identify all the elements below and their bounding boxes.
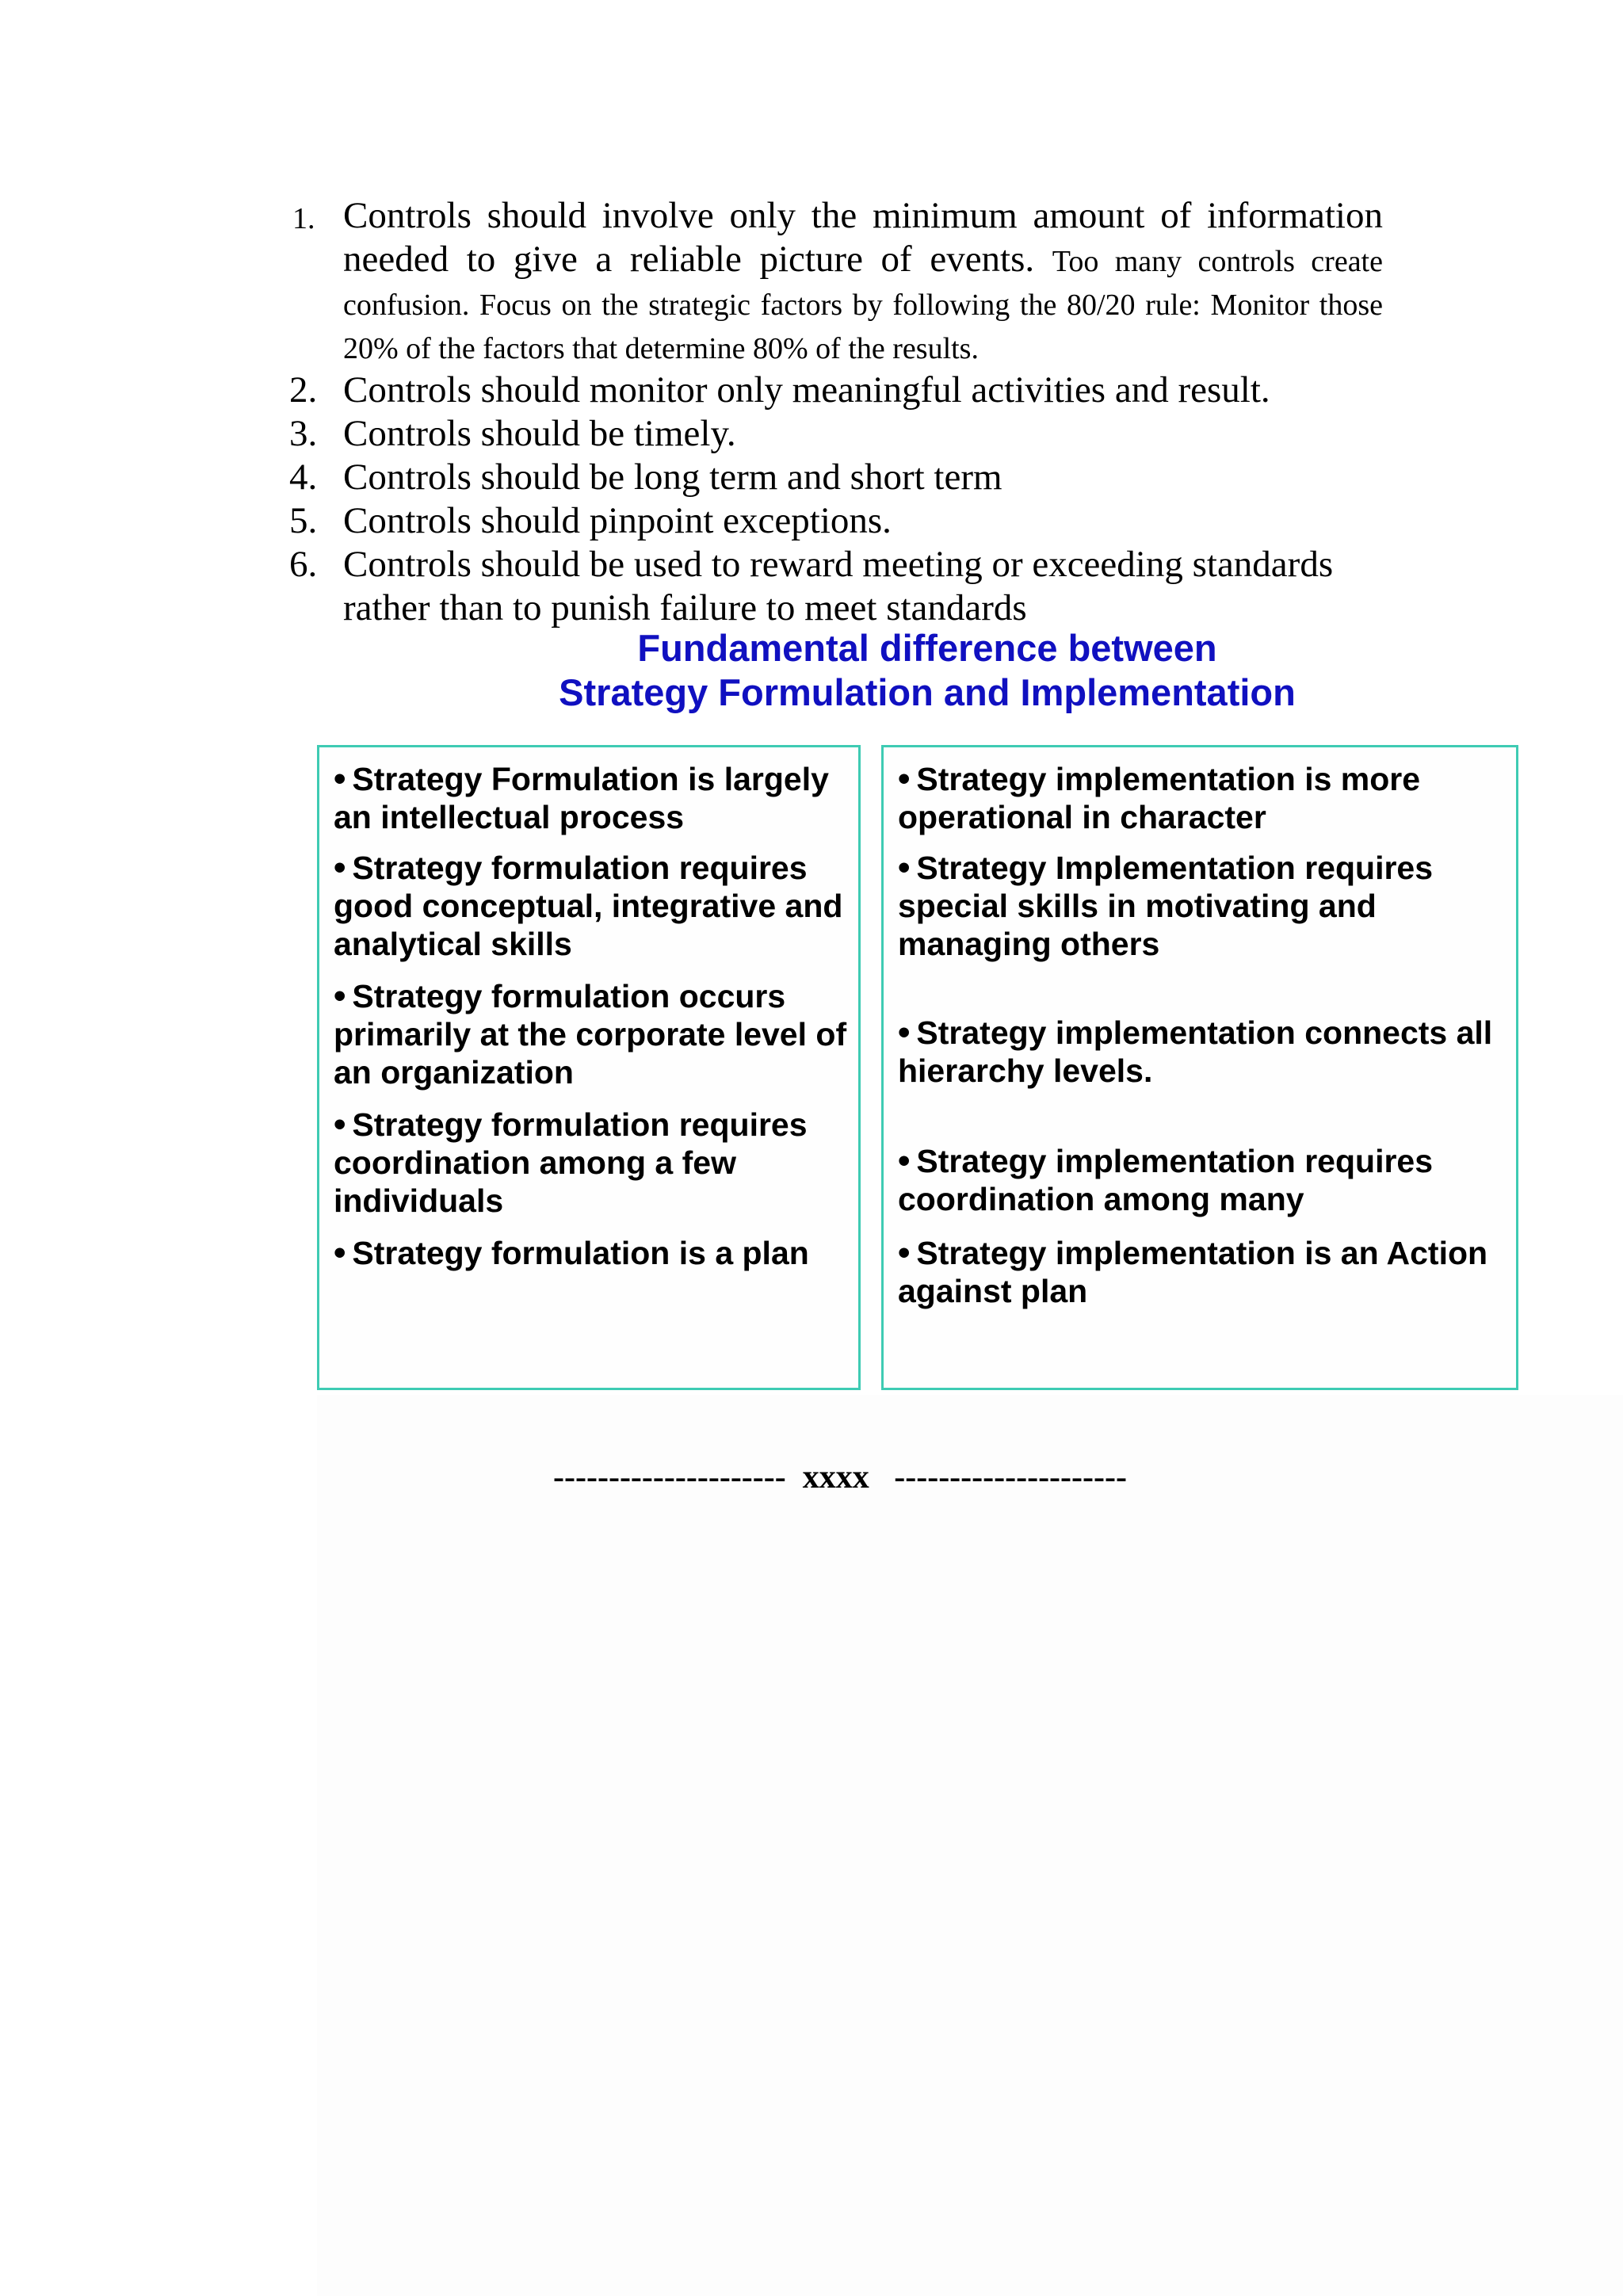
bullet-icon: • bbox=[898, 1013, 911, 1052]
list-item-main: Controls should be timely. bbox=[343, 413, 736, 454]
list-item bbox=[289, 369, 1383, 412]
bullet-icon: • bbox=[334, 976, 346, 1015]
page-background bbox=[317, 1395, 1623, 2296]
list-item bbox=[289, 456, 1383, 499]
list-number: 2. bbox=[289, 369, 318, 411]
bullet-icon: • bbox=[334, 1233, 346, 1272]
list-item-main: Controls should pinpoint exceptions. bbox=[343, 500, 892, 541]
implementation-point: • Strategy implementation requires coordination among many bbox=[898, 1141, 1434, 1217]
comparison-heading bbox=[444, 626, 1411, 715]
bullet-icon: • bbox=[334, 759, 346, 798]
bullet-icon: • bbox=[898, 848, 911, 887]
list-item-main: Controls should be used to reward meeting or exceeding standards rather than to punish failure to meet standards bbox=[343, 544, 1334, 628]
list-item bbox=[289, 412, 1383, 456]
formulation-box bbox=[317, 745, 861, 1390]
comparison-heading-line1: Fundamental difference between bbox=[637, 627, 1217, 669]
implementation-point: • Strategy Implementation requires special skills in motivating and managing others bbox=[898, 848, 1434, 962]
list-item-main: Controls should monitor only meaningful activities and result. bbox=[343, 369, 1270, 411]
implementation-point: • Strategy implementation connects all hierarchy levels. bbox=[898, 1013, 1493, 1089]
formulation-point: • Strategy formulation occurs primarily at the corporate level of an organization bbox=[334, 976, 847, 1091]
formulation-point: • Strategy formulation requires good conceptual, integrative and analytical skills bbox=[334, 848, 843, 962]
list-item-detail: Too many controls create confusion. Focus on the strategic factors by following the 80/20 rule: Monitor those 20% of the factors that determine 80% of the results. bbox=[343, 245, 1383, 365]
list-item bbox=[289, 194, 1383, 369]
implementation-point: • Strategy implementation is an Action against plan bbox=[898, 1233, 1488, 1309]
list-number: 6. bbox=[289, 544, 318, 585]
bullet-icon: • bbox=[898, 1233, 911, 1272]
list-item-main: Controls should involve only the minimum amount of information needed to give a reliable picture of events. bbox=[343, 195, 1383, 280]
divider-dashes-right: --------------------- bbox=[894, 1459, 1127, 1496]
bullet-icon: • bbox=[334, 1105, 346, 1144]
bullet-icon: • bbox=[898, 1141, 911, 1180]
divider-dashes-left: --------------------- bbox=[553, 1459, 786, 1496]
end-divider bbox=[491, 1458, 1189, 1496]
implementation-box bbox=[881, 745, 1518, 1390]
bullet-icon: • bbox=[898, 759, 911, 798]
formulation-point: • Strategy Formulation is largely an intellectual process bbox=[334, 759, 829, 835]
list-number: 4. bbox=[289, 457, 318, 498]
bullet-icon: • bbox=[334, 848, 346, 887]
list-item bbox=[289, 543, 1383, 630]
list-item bbox=[289, 499, 1383, 543]
list-number: 5. bbox=[289, 500, 318, 541]
formulation-point: • Strategy formulation is a plan bbox=[334, 1233, 809, 1272]
list-number: 1. bbox=[292, 202, 315, 235]
divider-mark: xxxx bbox=[802, 1459, 869, 1496]
controls-list bbox=[289, 194, 1383, 630]
implementation-point: • Strategy implementation is more operational in character bbox=[898, 759, 1421, 835]
list-number: 3. bbox=[289, 413, 318, 454]
comparison-heading-line2: Strategy Formulation and Implementation bbox=[559, 671, 1296, 713]
formulation-point: • Strategy formulation requires coordination among a few individuals bbox=[334, 1105, 808, 1219]
list-item-main: Controls should be long term and short term bbox=[343, 457, 1002, 498]
